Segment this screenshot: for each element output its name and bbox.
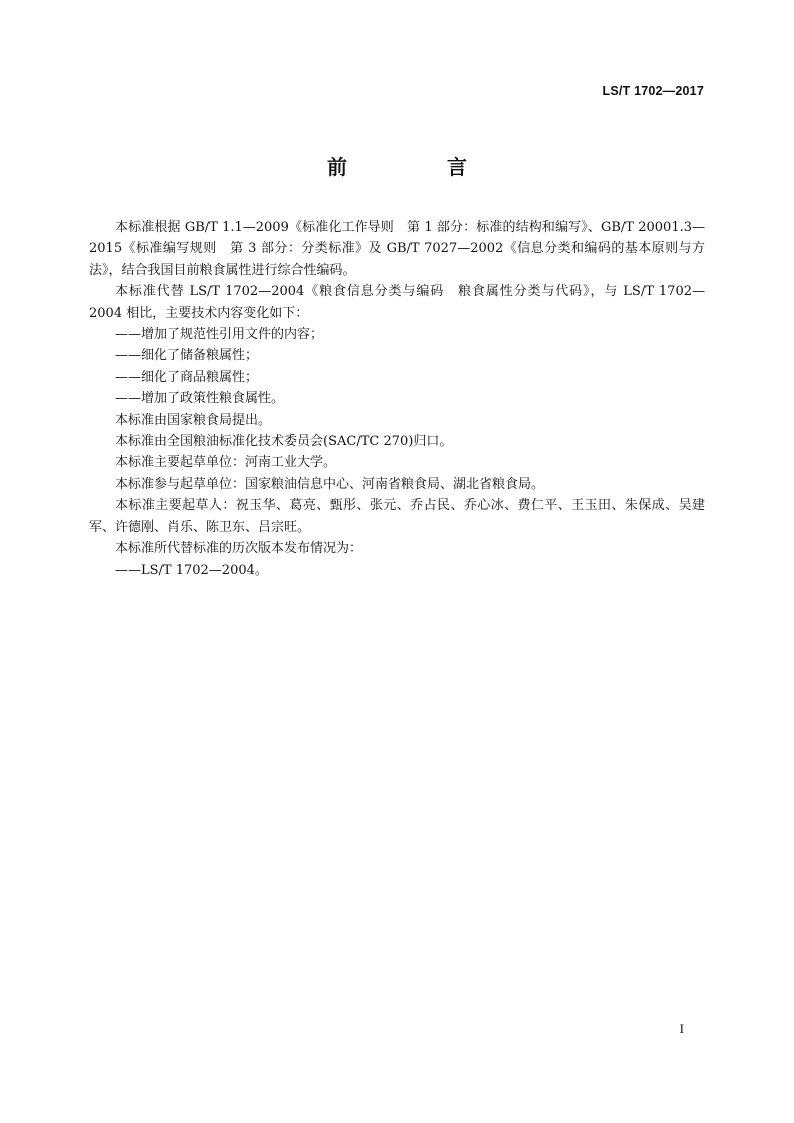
change-item: ——细化了商品粮属性； (115, 369, 259, 385)
change-item: ——增加了政策性粮食属性。 (115, 391, 285, 407)
history-item: ——LS/T 1702—2004。 (115, 562, 268, 578)
paragraph-history-intro: 本标准所代替标准的历次版本发布情况为： (115, 541, 363, 557)
page-title: 前 言 (327, 155, 507, 179)
paragraph-participating-units: 本标准参与起草单位：国家粮油信息中心、河南省粮食局、湖北省粮食局。 (115, 476, 545, 492)
paragraph-basis: 本标准根据 GB/T 1.1—2009《标准化工作导则 第 1 部分：标准的结构和编写》、GB/T 20001.3—2015《标准编写规则 第 3 部分：分类标准》及 GB/T 7027—2002《信息分类和编码的基本原则与方法》，结合我国目前粮食属性进行综合性编码。 (89, 220, 705, 278)
standard-code: LS/T 1702—2017 (602, 84, 704, 98)
page-number: I (679, 1021, 684, 1036)
paragraph-drafters: 本标准主要起草人：祝玉华、葛亮、甄彤、张元、乔占民、乔心冰、费仁平、王玉田、朱保成、吴建军、许德刚、肖乐、陈卫东、吕宗旺。 (89, 498, 705, 535)
paragraph-proposer: 本标准由国家粮食局提出。 (115, 412, 272, 428)
paragraph-replacement: 本标准代替 LS/T 1702—2004《粮食信息分类与编码 粮食属性分类与代码》，与 LS/T 1702—2004 相比，主要技术内容变化如下： (89, 284, 705, 321)
paragraph-main-drafting-unit: 本标准主要起草单位：河南工业大学。 (115, 455, 337, 471)
change-item: ——增加了规范性引用文件的内容； (115, 327, 324, 343)
paragraph-committee: 本标准由全国粮油标准化技术委员会(SAC/TC 270)归口。 (115, 434, 453, 450)
foreword-body (89, 217, 705, 581)
change-item: ——细化了储备粮属性； (115, 348, 259, 364)
